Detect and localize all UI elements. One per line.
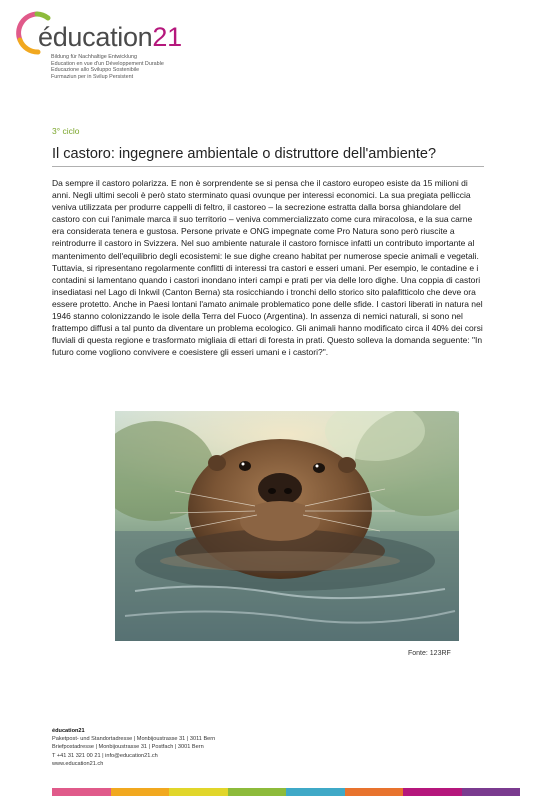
color-stripe-segment	[345, 788, 404, 796]
color-stripe-segment	[52, 788, 111, 796]
footer-address-line: Briefpostadresse | Monbijoustrasse 31 | Postfach | 3001 Bern	[52, 744, 204, 751]
beaver-illustration	[115, 411, 459, 641]
beaver-photo	[115, 411, 459, 641]
page-title: Il castoro: ingegnere ambientale o distruttore dell'ambiente?	[52, 146, 484, 167]
footer	[52, 727, 215, 768]
footer-address-line: Paketpost- und Standortadresse | Monbijoustrasse 31 | 3011 Bern	[52, 736, 216, 743]
tagline: Bildung für Nachhaltige Entwicklung	[51, 54, 138, 60]
color-stripe-segment	[403, 788, 462, 796]
footer-contact-line: T +41 31 321 00 21 | info@education21.ch	[52, 752, 158, 759]
footer-org-name: éducation21	[52, 728, 85, 734]
tagline: Education en vue d'un Développement Durable	[51, 60, 164, 67]
brand-number: 21	[152, 22, 182, 52]
cycle-label: 3° ciclo	[52, 126, 80, 136]
brand-taglines	[51, 54, 164, 80]
brand-wordmark	[38, 22, 182, 53]
color-stripe-segment	[462, 788, 521, 796]
education21-logo	[14, 10, 194, 90]
color-stripe-segment	[228, 788, 287, 796]
footer-website-link[interactable]: www.education21.ch	[52, 760, 104, 767]
tagline: Educazione allo Sviluppo Sostenibile	[51, 67, 140, 74]
image-caption: Fonte: 123RF	[408, 650, 451, 657]
color-stripe	[52, 788, 520, 796]
color-stripe-segment	[286, 788, 345, 796]
body-paragraph: Da sempre il castoro polarizza. E non è sorprendente se si pensa che il castoro europeo esiste da 15 milioni di anni. Negli ultimi secoli è però stato sterminato quasi ovunque per interessi economici. La sua pregiata pelliccia veniva utilizzata per produrre cappelli di feltro, il castoreo – la secrezione estratta dalla borsa ghiandolare del castoro con cui l'animale marca il suo territorio – veniva commercializzato come cura miracolosa, e la sua carne era considerata tenera e gustosa. Persone private e ONG impegnate come Pro Natura sono però riuscite a reintrodurre il castoro in Svizzera. Nel suo ambiente naturale il castoro fornisce infatti un contributo importante al mantenimento dell'equilibrio degli ecosistemi: le sue dighe creano habitat per numerose specie animali e vegetali. Tuttavia, si ripresentano regolarmente conflitti di interessi tra castori e esseri umani. Per esempio, le contadine e i contadini si lamentano quando i castori inondano interi campi e prati per via delle loro dighe. Una coppia di castori insediatasi nel Lago di Inkwil (Canton Berna) sta rosicchiando i tronchi dello storico sito palafitticolo che deve ora essere protetto. Anche in Paesi lontani l'amato animale problematico pone delle sfide. I castori liberati in natura nel 1946 stanno colonizzando le isole della Terra del Fuoco (Argentina). In assenza di nemici naturali, si sono nel frattempo diffusi a tal punto da diventare un problema ecologico. Gli animali hanno modificato circa il 40% dei corsi fluviali di questa regione e trasformato migliaia di ettari di foresta in prati. Questo solleva la domanda seguente: "In futuro come vogliono convivere e coesistere gli esseri umani e i castori?".	[52, 178, 483, 358]
tagline: Furmaziun per in Svilup Persistent	[51, 73, 134, 80]
brand-prefix: éducation	[38, 22, 153, 52]
color-stripe-segment	[169, 788, 228, 796]
color-stripe-segment	[111, 788, 170, 796]
